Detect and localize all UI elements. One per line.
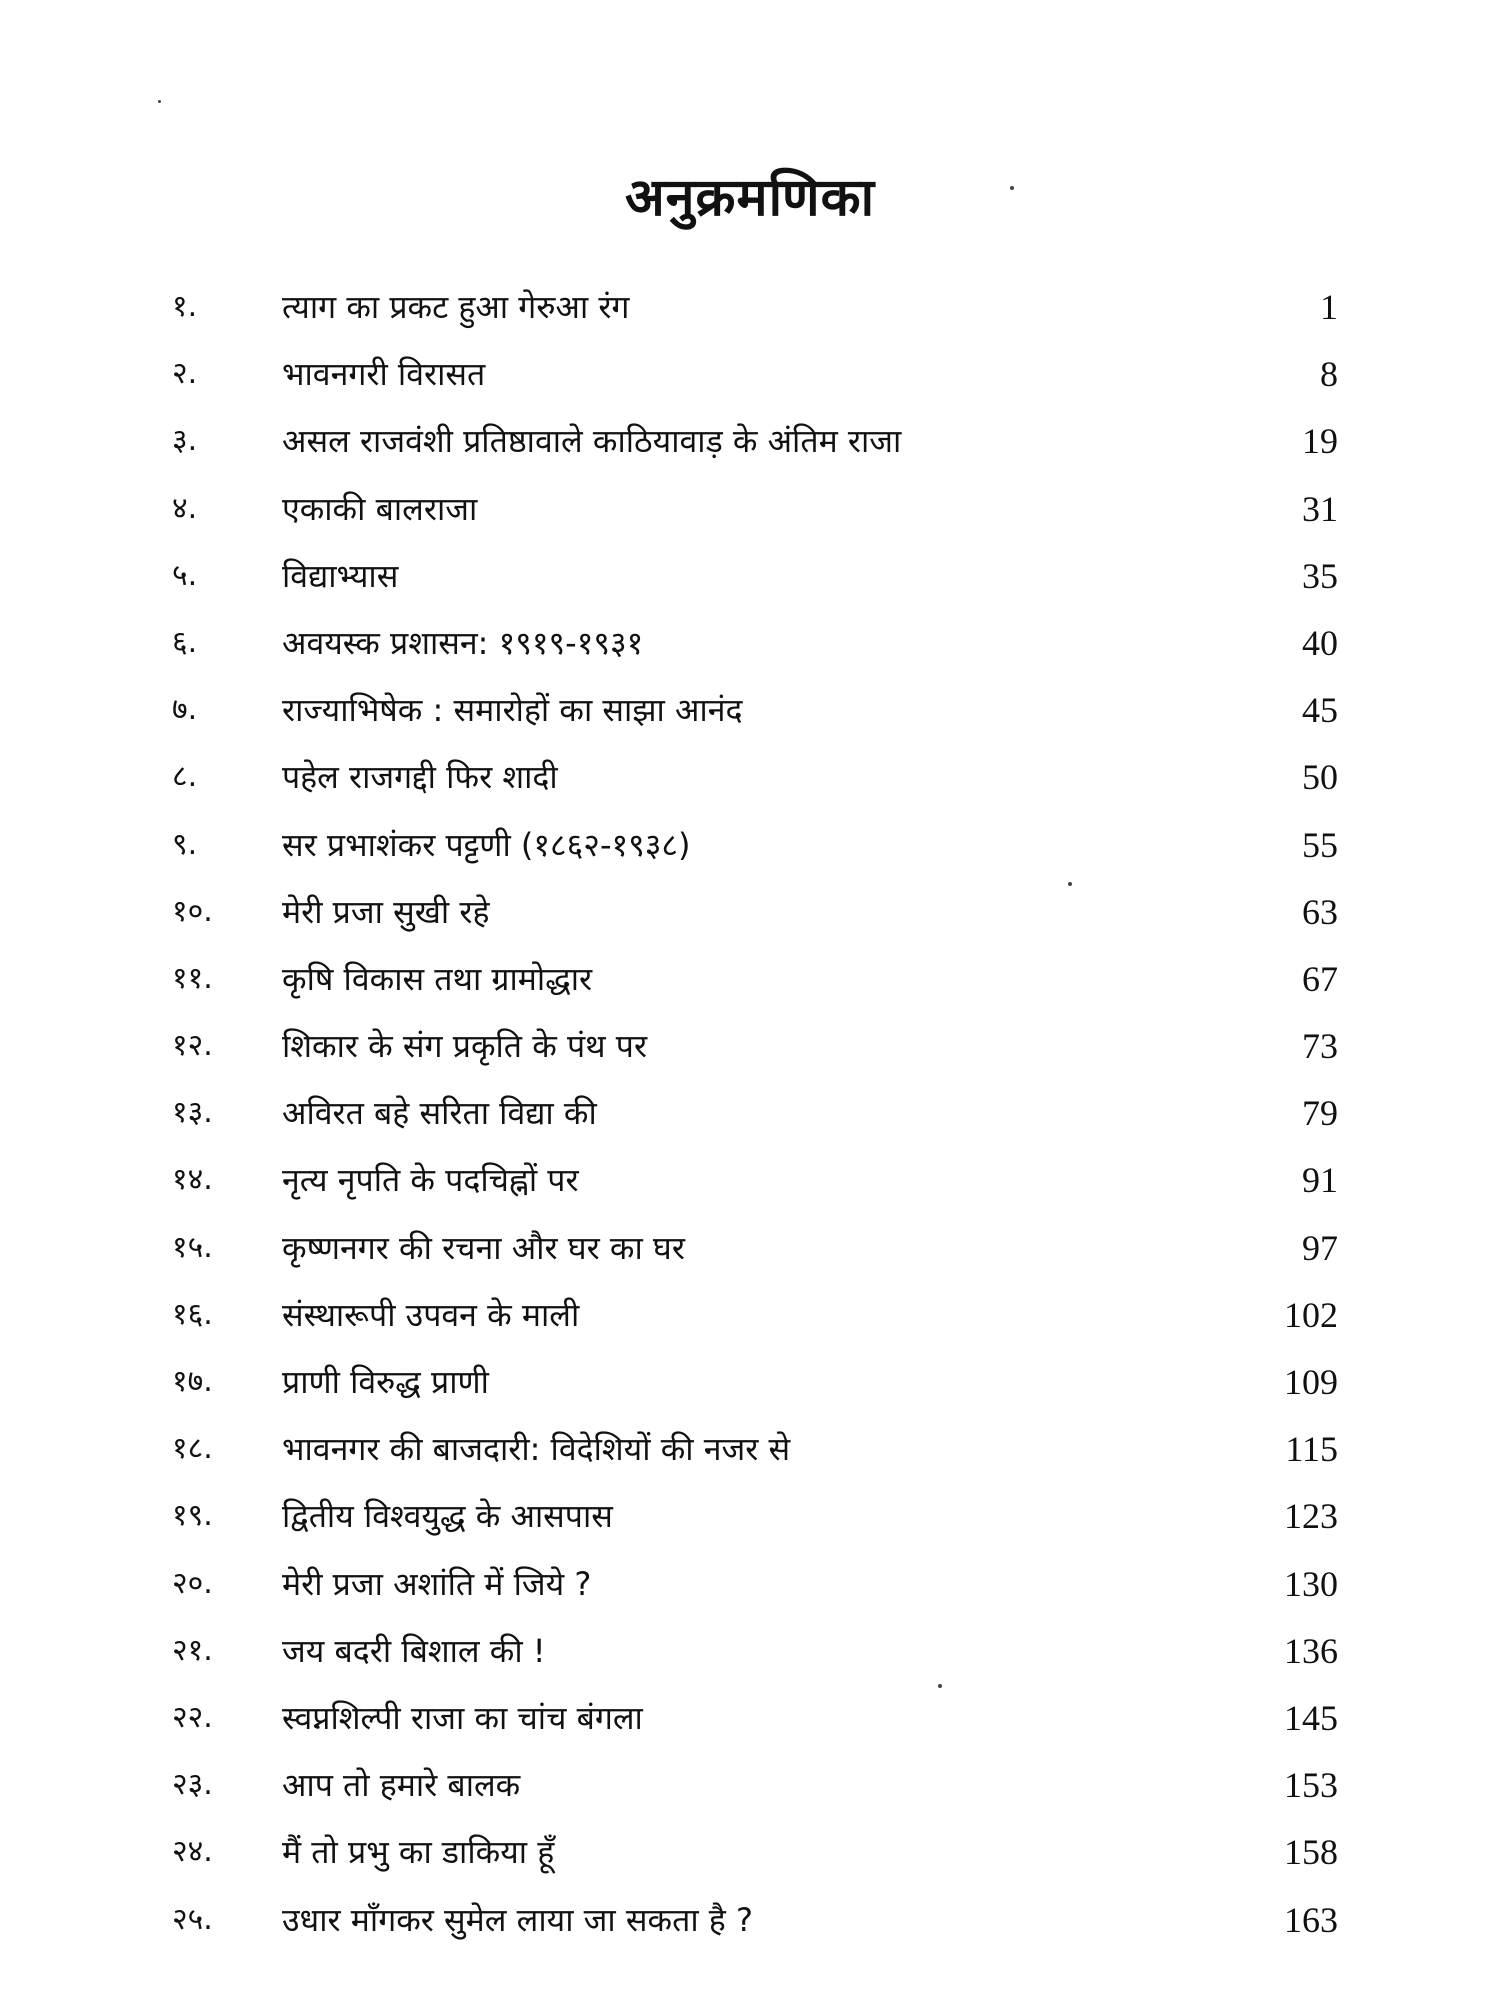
- chapter-number: १०.: [172, 893, 213, 929]
- chapter-title: विद्याभ्यास: [282, 556, 399, 595]
- chapter-number: १.: [172, 289, 198, 324]
- scan-speck: [158, 100, 161, 103]
- page-number: 1: [1320, 287, 1338, 327]
- chapter-title: मेरी प्रजा सुखी रहे: [282, 892, 490, 931]
- toc-entry: [172, 954, 1338, 1021]
- chapter-number: २.: [172, 356, 198, 392]
- page-number: 109: [1284, 1362, 1338, 1402]
- scan-speck: [1068, 882, 1072, 886]
- chapter-number: १७.: [172, 1364, 213, 1399]
- chapter-title: असल राजवंशी प्रतिष्ठावाले काठियावाड़ के अंतिम राजा: [282, 422, 902, 461]
- chapter-number: २०.: [172, 1565, 213, 1601]
- chapter-number: ७.: [172, 692, 198, 728]
- toc-entry: [172, 1559, 1338, 1626]
- chapter-number: ६.: [172, 624, 198, 660]
- page-number: 8: [1320, 354, 1338, 395]
- page-number: 136: [1284, 1630, 1338, 1671]
- chapter-title: भावनगर की बाजदारी: विदेशियों की नजर से: [282, 1430, 791, 1469]
- chapter-title: मेरी प्रजा अशांति में जिये ?: [282, 1564, 592, 1603]
- chapter-number: ९.: [172, 826, 198, 862]
- page-number: 45: [1302, 690, 1338, 731]
- chapter-number: २१.: [172, 1632, 213, 1668]
- chapter-title: भावनगरी विरासत: [282, 355, 486, 394]
- page-number: 102: [1284, 1294, 1338, 1335]
- toc-entry: [172, 1021, 1338, 1088]
- chapter-title: अवयस्क प्रशासन: १९१९-१९३१: [282, 623, 644, 662]
- scan-speck: [1010, 186, 1014, 190]
- chapter-title: सर प्रभाशंकर पट्टणी (१८६२-१९३८): [282, 825, 691, 864]
- scan-speck: [938, 1684, 942, 1688]
- chapter-title: संस्थारूपी उपवन के माली: [282, 1295, 580, 1334]
- toc-entry: [172, 1626, 1338, 1693]
- chapter-title: कृषि विकास तथा ग्रामोद्धार: [282, 959, 593, 998]
- toc-entry: [172, 1424, 1338, 1491]
- chapter-number: १६.: [172, 1296, 213, 1332]
- chapter-title: आप तो हमारे बालक: [282, 1766, 521, 1805]
- chapter-title: नृत्य नृपति के पदचिह्नों पर: [282, 1161, 579, 1200]
- page-number: 97: [1302, 1227, 1338, 1268]
- page-number: 153: [1284, 1765, 1338, 1806]
- toc-entry: [172, 1693, 1338, 1760]
- chapter-number: ११.: [172, 960, 213, 996]
- toc-entry: [172, 551, 1338, 618]
- chapter-number: १४.: [172, 1162, 213, 1198]
- chapter-number: १२.: [172, 1028, 213, 1064]
- toc-entry: [172, 1290, 1338, 1357]
- toc-entry: [172, 349, 1338, 416]
- chapter-title: जय बदरी बिशाल की !: [282, 1631, 546, 1670]
- page-title: अनुक्रमणिका: [624, 168, 876, 228]
- toc-entry: [172, 1895, 1338, 1962]
- chapter-title: पहेल राजगद्दी फिर शादी: [282, 758, 558, 797]
- toc-entry: [172, 752, 1338, 819]
- chapter-title: अविरत बहे सरिता विद्या की: [282, 1094, 597, 1133]
- page-number: 35: [1302, 555, 1338, 596]
- chapter-title: त्याग का प्रकट हुआ गेरुआ रंग: [282, 288, 630, 326]
- page-number: 163: [1284, 1899, 1338, 1940]
- chapter-title: मैं तो प्रभु का डाकिया हूँ: [282, 1833, 555, 1872]
- toc-entry: [172, 820, 1338, 887]
- chapter-title: शिकार के संग प्रकृति के पंथ पर: [282, 1027, 648, 1066]
- chapter-number: २५.: [172, 1901, 213, 1937]
- chapter-title: प्राणी विरुद्ध प्राणी: [282, 1363, 489, 1401]
- toc-entry: [172, 282, 1338, 349]
- toc-entry: [172, 416, 1338, 483]
- toc-entry: [172, 618, 1338, 685]
- chapter-number: २२.: [172, 1699, 213, 1735]
- chapter-title: एकाकी बालराजा: [282, 489, 478, 528]
- toc-entry: [172, 1827, 1338, 1894]
- page-number: 55: [1302, 824, 1338, 865]
- chapter-number: १३.: [172, 1095, 213, 1131]
- chapter-number: २३.: [172, 1767, 213, 1803]
- page-number: 31: [1302, 488, 1338, 529]
- toc-list: [172, 282, 1338, 1962]
- toc-entry: [172, 1088, 1338, 1155]
- page-number: 40: [1302, 622, 1338, 663]
- page-number: 73: [1302, 1026, 1338, 1067]
- chapter-number: ४.: [172, 490, 198, 526]
- page-number: 115: [1285, 1429, 1338, 1470]
- page-number: 145: [1284, 1697, 1338, 1738]
- chapter-number: ५.: [172, 557, 198, 593]
- toc-entry: [172, 1155, 1338, 1222]
- toc-entry: [172, 1760, 1338, 1827]
- page-number: 130: [1284, 1563, 1338, 1604]
- chapter-title: कृष्णनगर की रचना और घर का घर: [282, 1228, 685, 1267]
- chapter-title: स्वप्नशिल्पी राजा का चांच बंगला: [282, 1698, 643, 1737]
- toc-entry: [172, 1223, 1338, 1290]
- chapter-title: उधार माँगकर सुमेल लाया जा सकता है ?: [282, 1900, 753, 1939]
- chapter-number: १५.: [172, 1229, 213, 1265]
- page-number: 91: [1302, 1160, 1338, 1201]
- page-number: 19: [1302, 421, 1338, 462]
- toc-entry: [172, 887, 1338, 954]
- page-number: 67: [1302, 958, 1338, 999]
- page-number: 123: [1284, 1496, 1338, 1537]
- chapter-number: १९.: [172, 1498, 213, 1534]
- chapter-title: राज्याभिषेक : समारोहों का साझा आनंद: [282, 691, 743, 730]
- page-number: 63: [1302, 891, 1338, 932]
- toc-entry: [172, 1491, 1338, 1558]
- chapter-number: २४.: [172, 1834, 213, 1870]
- chapter-number: ८.: [172, 759, 198, 795]
- page-number: 79: [1302, 1093, 1338, 1134]
- toc-entry: [172, 1357, 1338, 1424]
- page-number: 50: [1302, 757, 1338, 798]
- toc-entry: [172, 484, 1338, 551]
- toc-entry: [172, 685, 1338, 752]
- chapter-number: १८.: [172, 1431, 213, 1467]
- chapter-title: द्वितीय विश्वयुद्ध के आसपास: [282, 1497, 613, 1536]
- chapter-number: ३.: [172, 423, 198, 459]
- page-number: 158: [1284, 1832, 1338, 1873]
